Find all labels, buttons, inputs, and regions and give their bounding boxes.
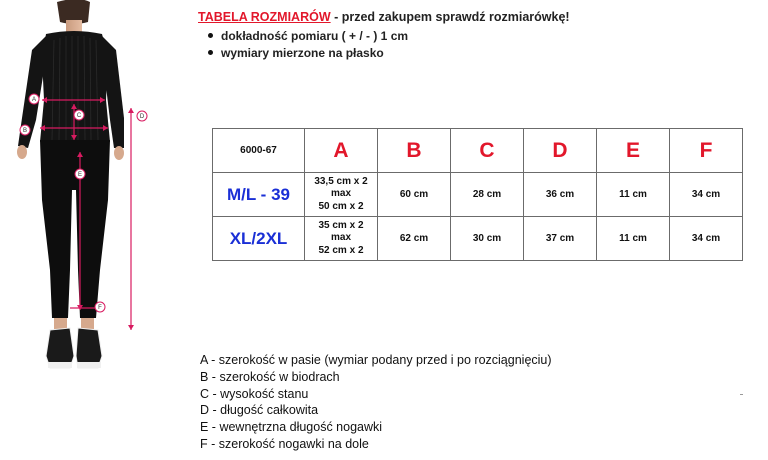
note-item [208,28,758,45]
note-text: wymiary mierzone na płasko [221,46,384,60]
svg-text:F: F [98,305,102,311]
cell-a-line: max [330,188,351,200]
page-title [198,10,758,24]
header [198,10,758,62]
cell-a [305,217,378,261]
legend-item-a: A - szerokość w pasie (wymiar podany przed i po rozciągnięciu) [200,353,552,367]
legend-item-b: B - szerokość w biodrach [200,369,340,384]
cell-a-line: 52 cm x 2 [318,244,364,256]
cell-a-line: 50 cm x 2 [318,200,364,212]
svg-text:E: E [77,172,83,178]
size-label: XL/2XL [213,217,305,261]
model-figure [0,0,170,385]
svg-text:D: D [139,114,145,120]
sweater [40,31,110,142]
cell-a-line: max [330,232,351,244]
marker-e [75,169,85,179]
title-rest: - przed zakupem sprawdź rozmiarówkę! [330,10,570,24]
cell-a-line: 33,5 cm x 2 [314,175,368,187]
note-item [208,45,758,62]
left-sole [48,362,72,368]
bullet-icon [208,50,213,55]
leggings [40,140,110,318]
cell-b: 62 cm [378,217,451,261]
notes-list [208,28,758,62]
table-header-row [213,129,743,173]
column-header-e: E [597,129,670,173]
cell-a [305,173,378,217]
cell-f: 34 cm [670,173,743,217]
title-highlight: TABELA ROZMIARÓW [198,10,331,24]
marker-b [20,125,30,135]
bullet-icon [208,33,213,38]
table-row [213,173,743,217]
column-header-c: C [451,129,524,173]
svg-text:C: C [76,113,82,119]
marker-f [95,302,105,312]
marker-c [74,110,84,120]
cell-b: 60 cm [378,173,451,217]
legend-item-c: C - wysokość stanu [200,386,309,401]
column-header-a: A [305,129,378,173]
legend-item-f: F - szerokość nogawki na dole [200,436,369,451]
legend-item-e: E - wewnętrzna długość nogawki [200,420,383,435]
cell-d: 36 cm [524,173,597,217]
svg-text:B: B [22,128,28,134]
cell-e: 11 cm [597,173,670,217]
right-sole [77,362,101,368]
table-row [213,217,743,261]
cell-a-line: 35 cm x 2 [318,219,364,231]
divider [740,394,743,395]
svg-text:A: A [31,97,37,103]
right-hand [114,146,124,160]
left-hand [17,145,27,159]
cell-d: 37 cm [524,217,597,261]
legend-item-d: D - długość całkowita [200,403,319,418]
size-table [212,128,743,261]
size-label: M/L - 39 [213,173,305,217]
column-header-d: D [524,129,597,173]
cell-c: 30 cm [451,217,524,261]
marker-d [137,111,147,121]
column-header-b: B [378,129,451,173]
cell-f: 34 cm [670,217,743,261]
note-text: dokładność pomiaru ( + / - ) 1 cm [221,29,409,43]
legend [200,352,552,453]
column-header-f: F [670,129,743,173]
product-code: 6000-67 [213,129,305,173]
marker-a [29,94,39,104]
cell-c: 28 cm [451,173,524,217]
cell-e: 11 cm [597,217,670,261]
